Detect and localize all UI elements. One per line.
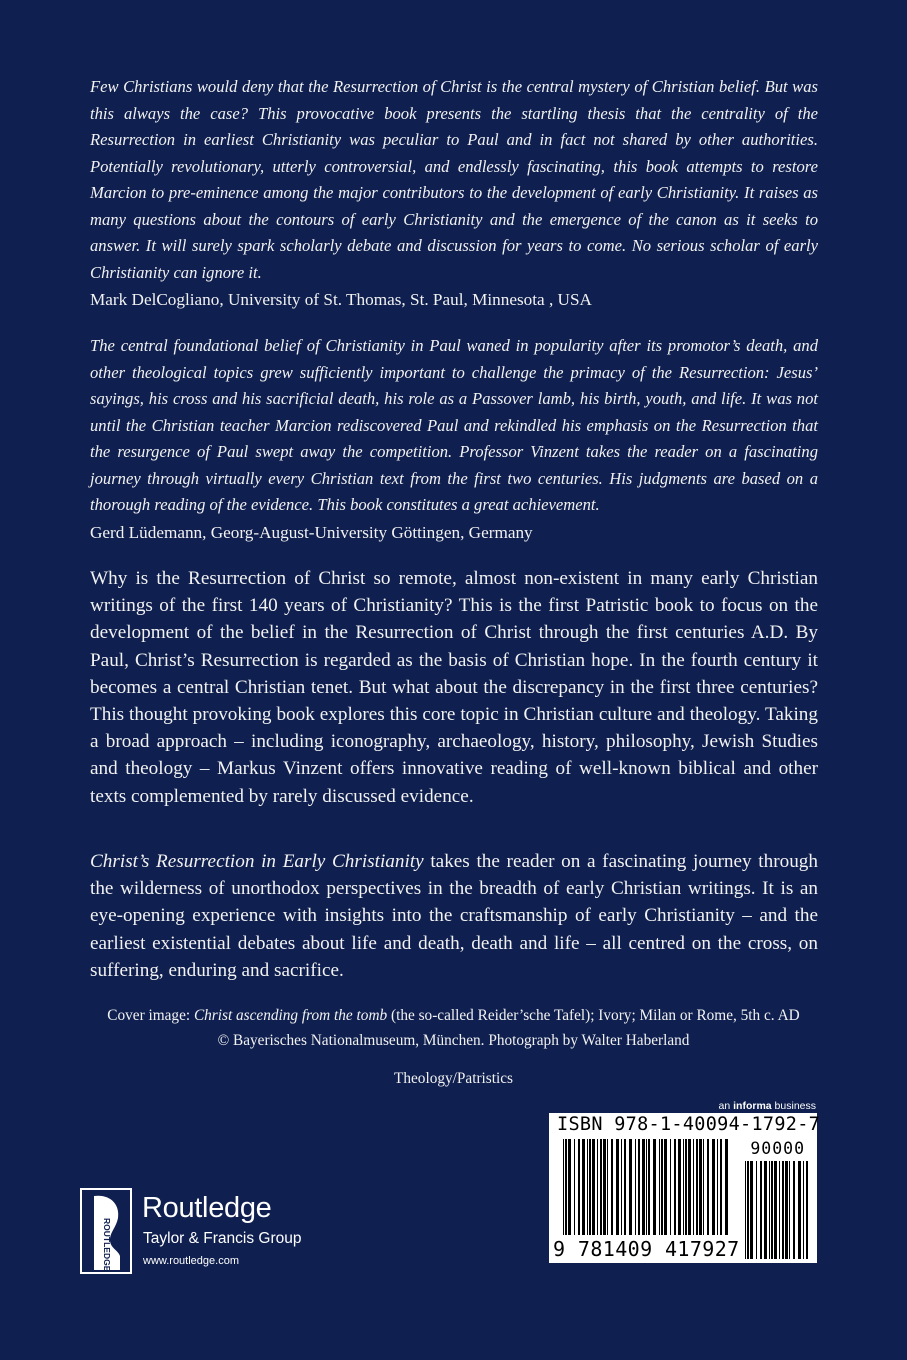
barcode-bar	[635, 1139, 636, 1235]
description-paragraph-2	[90, 848, 818, 984]
barcode-bar	[568, 1139, 571, 1235]
barcode-bar	[803, 1161, 804, 1259]
publisher-block	[80, 1188, 340, 1288]
barcode-bar	[769, 1161, 770, 1259]
barcode-bar	[670, 1139, 671, 1235]
barcode-bar	[642, 1139, 645, 1235]
subject-category: Theology/Patristics	[394, 1070, 513, 1087]
barcode-bar	[764, 1161, 767, 1259]
barcode-bar	[646, 1139, 647, 1235]
barcode-bar	[611, 1139, 613, 1235]
publisher-name: Routledge	[142, 1192, 272, 1224]
barcode-bar	[629, 1139, 632, 1235]
barcode-bar	[600, 1139, 602, 1235]
barcode-bar	[678, 1139, 681, 1235]
barcode-bar	[782, 1161, 784, 1259]
barcode-bar	[745, 1161, 746, 1259]
barcode-bar	[771, 1161, 773, 1259]
barcode-bar	[674, 1139, 676, 1235]
barcode-bar	[774, 1161, 777, 1259]
barcode-bar	[578, 1139, 580, 1235]
barcode-bar	[597, 1139, 598, 1235]
description-text-1: Why is the Resurrection of Christ so remote, almost non-existent in many early Christian writings of the first 140 years of Christianity? This is the first Patristic book to focus on the development of the belief in the Resurrection of Christ through the first centuries A.D. By Paul, Christ’s Resurrection is regarded as the basis of Christian hope. In the fourth century it becomes a central Christian tenet. But what about the discrepancy in the first three centuries? This thought provoking book explores this core topic in Christian culture and theology. Taking a broad approach – including iconography, archaeology, history, philosophy, Jewish Studies and theology – Markus Vinzent offers innovative reading of well-known biblical and other texts complemented by rarely discussed evidence.	[90, 568, 818, 807]
barcode-bar	[806, 1161, 808, 1259]
barcode-bar	[707, 1139, 709, 1235]
barcode-bar	[592, 1139, 595, 1235]
barcode-ean-digits: 9 781409 417927	[553, 1237, 740, 1261]
barcode-bar	[607, 1139, 608, 1235]
credits-image-title: Christ ascending from the tomb	[193, 1007, 388, 1024]
barcode-bar	[587, 1139, 588, 1235]
barcode-bar	[664, 1139, 667, 1235]
barcode-bar	[756, 1161, 757, 1259]
barcode-bar	[685, 1139, 687, 1235]
informa-tagline	[719, 1100, 816, 1112]
barcode-bar	[603, 1139, 606, 1235]
barcode-bar	[747, 1161, 749, 1259]
routledge-logo-text: ROUTLEDGE	[102, 1218, 112, 1272]
barcode-bar	[688, 1139, 691, 1235]
barcode-bar	[798, 1161, 801, 1259]
description-text-2-rest: takes the reader on a fascinating journey through the wilderness of unorthodox perspectives in the breadth of early Christian writings. It is an eye-opening experience with insights into the craftsmanship of early Christianity – and the earliest existential debates about life and death, death and life – all centred on the cross, on suffering, enduring and sacrifice.	[90, 851, 818, 981]
barcode-bar	[589, 1139, 591, 1235]
barcode-bar	[750, 1161, 753, 1259]
barcode-bar	[621, 1139, 622, 1235]
credits-prefix: Cover image:	[107, 1007, 194, 1024]
barcode-bar	[760, 1161, 762, 1259]
review-1	[90, 74, 818, 314]
credits-line-1	[60, 1004, 847, 1029]
informa-prefix: an	[718, 1100, 734, 1112]
barcode-bar	[720, 1139, 722, 1235]
routledge-logo-icon	[80, 1188, 132, 1274]
barcode-bar	[696, 1139, 698, 1235]
barcode-bar	[648, 1139, 650, 1235]
credits-line-2: © Bayerisches Nationalmuseum, München. Photograph by Walter Haberland	[217, 1031, 690, 1049]
barcode-bar	[717, 1139, 718, 1235]
barcode-bar	[793, 1161, 795, 1259]
cover-image-credits	[60, 1004, 847, 1053]
barcode-bar	[703, 1139, 704, 1235]
review-1-text: Few Christians would deny that the Resurrection of Christ is the central mystery of Christian belief. But was this always the case? This provocative book presents the startling thesis that the centrality of the Resurrection in earliest Christianity was peculiar to Paul and in fact not shared by other authorities. Potentially revolutionary, utterly controversial, and endlessly fascinating, this book attempts to restore Marcion to pre-eminence among the major contributors to the development of early Christianity. It raises as many questions about the contours of early Christianity and the emergence of the canon as it seeks to answer. It will surely spark scholarly debate and discussion for years to come. No serious scholar of early Christianity can ignore it.	[90, 77, 818, 282]
review-1-attribution: Mark DelCogliano, University of St. Thomas, St. Paul, Minnesota , USA	[90, 290, 592, 309]
review-2	[90, 333, 818, 546]
informa-brand: informa	[733, 1100, 772, 1112]
barcode-bar	[574, 1139, 575, 1235]
barcode-bar	[565, 1139, 567, 1235]
barcode-addon-digits: 90000	[750, 1139, 805, 1158]
barcode-bar	[779, 1161, 780, 1259]
barcode-bar	[582, 1139, 585, 1235]
barcode-bar	[638, 1139, 640, 1235]
credits-details: (the so-called Reider’sche Tafel); Ivory; Milan or Rome, 5th c. AD	[387, 1007, 800, 1024]
barcode-bar	[785, 1161, 788, 1259]
isbn-number: ISBN 978-1-40094-1792-7	[557, 1114, 821, 1135]
description-text-2	[90, 848, 818, 984]
barcode-bar	[624, 1139, 626, 1235]
barcode-bar	[725, 1139, 728, 1235]
barcode-bar	[699, 1139, 702, 1235]
book-title-italic: Christ’s Resurrection in Early Christianity	[90, 851, 424, 872]
isbn-barcode	[549, 1113, 821, 1263]
barcode-bar	[659, 1139, 660, 1235]
review-2-text: The central foundational belief of Christianity in Paul waned in popularity after its promotor’s death, and other theological topics grew sufficiently important to challenge the primacy of the Resurrection: Jesus’ sayings, his cross and his sacrificial death, his role as a Passover lamb, his birth, youth, and life. It was not until the Christian teacher Marcion rediscovered Paul and rekindled his emphasis on the Resurrection that the resurgence of Paul swept away the competition. Professor Vinzent takes the reader on a fascinating journey through virtually every Christian text from the first two centuries. His judgments are based on a thorough reading of the evidence. This book constitutes a great achievement.	[90, 336, 818, 514]
publisher-url[interactable]: www.routledge.com	[143, 1255, 239, 1267]
informa-suffix: business	[771, 1100, 816, 1112]
description-paragraph-1	[90, 565, 818, 810]
barcode-bar	[683, 1139, 684, 1235]
barcode-bar	[693, 1139, 694, 1235]
barcode-bar	[712, 1139, 715, 1235]
barcode-bar	[661, 1139, 663, 1235]
barcode-bar	[616, 1139, 619, 1235]
barcode-bar	[563, 1139, 564, 1235]
review-2-attribution: Gerd Lüdemann, Georg-August-University Göttingen, Germany	[90, 522, 533, 542]
publisher-group: Taylor & Francis Group	[143, 1230, 302, 1247]
barcode-bar	[789, 1161, 790, 1259]
barcode-bar	[653, 1139, 656, 1235]
